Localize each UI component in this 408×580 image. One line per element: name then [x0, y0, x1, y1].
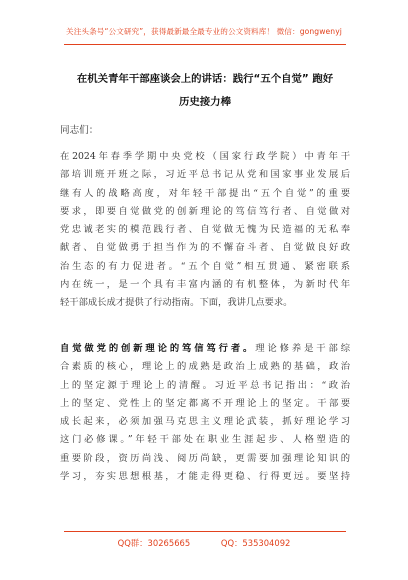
paragraph-line: 治生态的有力促进者。“五个自觉”相互贯通、紧密联系 [60, 260, 350, 272]
paragraph-line: 在2024年春季学期中央党校（国家行政学院）中青年干 [60, 151, 350, 162]
paragraph-line: 重要阶段，资历尚浅、阅历尚缺，更需要加强理论知识的 [60, 452, 350, 464]
paragraph-text: 理论修养是干部综 [255, 343, 350, 354]
paragraph-line: 要求，即要自觉做党的创新理论的笃信笃行者、自觉做对 [60, 205, 350, 217]
footer-qq-group: QQ群：30265665 [117, 538, 191, 548]
paragraph-line: 内在统一，是一个具有丰富内涵的有机整体，为新时代年 [60, 279, 350, 291]
footer-qq: QQ：535304092 [220, 538, 291, 548]
paragraph-line: 部培训班开班之际，习近平总书记从党和国家事业发展后 [60, 169, 350, 181]
paragraph-line: 上的坚定源于理论上的清醒。习近平总书记指出：“政治 [60, 379, 350, 391]
paragraph-line: 上的坚定、党性上的坚定都离不开理论上的坚定。干部要 [60, 397, 350, 409]
footer-contact [0, 537, 408, 549]
paragraph-2 [60, 340, 350, 486]
paragraph-1 [60, 148, 350, 313]
paragraph-line: 继有人的战略高度，对年轻干部提出“五个自觉”的重要 [60, 187, 350, 199]
paragraph-line: 成长起来，必须加强马克思主义理论武装，抓好理论学习 [60, 416, 350, 428]
header-divider [64, 44, 346, 45]
paragraph-line [60, 340, 350, 358]
paragraph-line: 党忠诚老实的模范践行者、自觉做无愧为民造福的无私奉 [60, 224, 350, 236]
paragraph-line: 这门必修课。”年轻干部处在职业生涯起步、人格塑造的 [60, 434, 350, 446]
footer-divider [64, 531, 346, 532]
paragraph-line: 合素质的核心，理论上的成熟是政治上成熟的基础，政治 [60, 361, 350, 373]
header-banner: 关注头条号“公文研究”，获得最新最全最专业的公文资料库！ 微信：gongwenyj [66, 27, 342, 36]
document-title-line-2: 历史接力棒 [179, 96, 231, 108]
section-lead: 自觉做党的创新理论的笃信笃行者。 [60, 343, 256, 354]
greeting: 同志们： [60, 125, 99, 136]
paragraph-line: 献者、自觉做勇于担当作为的不懈奋斗者、自觉做良好政 [60, 242, 350, 254]
paragraph-line: 轻干部成长成才提供了行动指南。下面，我讲几点要求。 [60, 297, 293, 309]
document-title-line-1: 在机关青年干部座谈会上的讲话：践行“五个自觉” 跑好 [76, 73, 334, 85]
paragraph-line: 学习，夯实思想根基，才能走得更稳、行得更远。要坚持 [60, 471, 350, 483]
